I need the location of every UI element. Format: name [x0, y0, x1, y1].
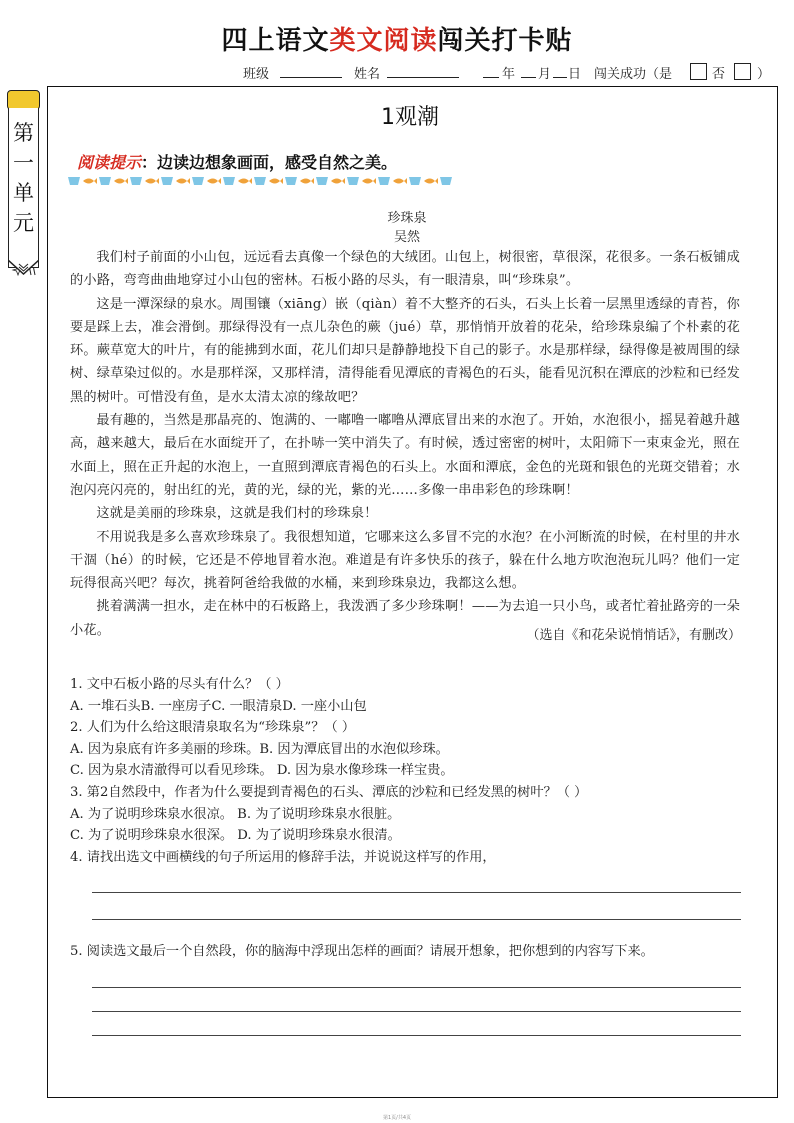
passage-author: 吴然	[393, 230, 420, 245]
question-line: A. 因为泉底有许多美丽的珍珠。B. 因为潭底冒出的水泡似珍珠。	[70, 741, 449, 757]
deco-cup-shape	[192, 177, 204, 185]
worksheet-title	[0, 20, 794, 57]
answer-line-q4[interactable]	[92, 919, 741, 920]
deco-cup-shape	[161, 177, 173, 185]
question-5	[70, 941, 750, 963]
paragraph: 这是一潭深绿的泉水。周围镶（xiāng）嵌（qiàn）着不大整齐的石头，石头上长着一层黑里透绿的青苔，你要是踩上去，准会滑倒。那绿得没有一点儿杂色的蕨（jué）草，那悄悄开放着的花朵，给珍珠泉编了个朴素的花环。蕨草宽大的叶片，有的能拂到水面，花儿们却只是静静地投下自己的影子。水是那样绿，绿得像是被周围的绿树、绿草染过似的。水是那样深，又那样清，清得能看见潭底的青褐色的石头，能看见沉积在潭底的沙粒和已经发黑的树叶。可惜没有鱼，是水太清太凉的缘故吧？	[70, 296, 740, 405]
answer-line-q5[interactable]	[92, 1011, 741, 1012]
question-list	[70, 674, 750, 868]
decorative-border	[66, 175, 466, 187]
deco-cup-shape	[68, 177, 80, 185]
answer-line-q4[interactable]	[92, 892, 741, 893]
question-line: 4. 请找出选文中画横线的句子所运用的修辞手法，并说说这样写的作用，	[70, 849, 496, 865]
reading-tip-text: ：边读边想象画面，感受自然之美。	[141, 153, 398, 172]
deco-cup-shape	[223, 177, 235, 185]
unit-tab-text: 第一单元	[13, 121, 34, 235]
chevron-down-icon	[8, 260, 39, 276]
close-paren: ）	[757, 67, 771, 82]
question-line: 1. 文中石板小路的尽头有什么？（ ）	[70, 677, 289, 692]
passage-title: 珍珠泉	[387, 211, 427, 226]
answer-line-q5[interactable]	[92, 987, 741, 988]
year-label: 年	[502, 67, 516, 82]
deco-fish-shape	[393, 178, 407, 184]
class-label: 班级	[243, 67, 270, 82]
title-prefix: 四上语文	[221, 26, 330, 56]
deco-fish-shape	[238, 178, 252, 184]
deco-fish-shape	[145, 178, 159, 184]
deco-fish-shape	[114, 178, 128, 184]
title-highlight: 类文阅读	[329, 26, 438, 56]
question-line: 5. 阅读选文最后一个自然段，你的脑海中浮现出怎样的画面？请展开想象，把你想到的内容写下来。	[70, 944, 654, 959]
deco-fish-shape	[269, 178, 283, 184]
question-line: A. 一堆石头B. 一座房子C. 一眼清泉D. 一座小山包	[70, 698, 367, 714]
deco-cup-shape	[130, 177, 142, 185]
deco-cup-shape	[316, 177, 328, 185]
deco-cup-shape	[409, 177, 421, 185]
name-label: 姓名	[354, 67, 381, 82]
deco-fish-shape	[424, 178, 438, 184]
answer-line-q5[interactable]	[92, 1035, 741, 1036]
paragraph: 最有趣的，当然是那晶亮的、饱满的、一嘟噜一嘟噜从潭底冒出来的水泡了。开始，水泡很小，摇晃着越升越高，越来越大，最后在水面绽开了，在扑哧一笑中消失了。有时候，透过密密的树叶，太阳筛下一束束金光，照在水面上，照在正升起的水泡上，一直照到潭底青褐色的石头上。水面和潭底，金色的光斑和银色的光斑交错着；水泡闪亮闪亮的，射出红的光，黄的光，绿的光，紫的光……多像一串串彩色的珍珠啊！	[70, 413, 740, 498]
deco-cup-shape	[378, 177, 390, 185]
passage-source: （选自《和花朵说悄悄话》，有删改）	[526, 628, 741, 643]
no-label: 否	[712, 67, 726, 82]
paragraph: 不用说我是多么喜欢珍珠泉了。我很想知道，它哪来这么多冒不完的水泡？在小河断流的时候，在村里的井水干涸（hé）的时候，它还是不停地冒着水泡。难道是有许多快乐的孩子，躲在什么地方吹泡泡玩儿吗？他们一定玩得很高兴吧？每次，挑着阿爸给我做的水桶，来到珍珠泉边，我都这么想。	[70, 529, 740, 592]
deco-fish-shape	[176, 178, 190, 184]
question-line: A. 为了说明珍珠泉水很凉。 B. 为了说明珍珠泉水很脏。	[70, 806, 401, 822]
day-label: 日	[568, 67, 582, 82]
deco-fish-shape	[331, 178, 345, 184]
pass-label: 闯关成功（是	[594, 67, 673, 82]
deco-cup-shape	[254, 177, 266, 185]
deco-cup-shape	[440, 177, 452, 185]
deco-fish-shape	[207, 178, 221, 184]
deco-fish-shape	[362, 178, 376, 184]
reading-tip	[77, 150, 397, 173]
student-info-row	[243, 63, 783, 85]
page-number: 第1页/共4页	[382, 1115, 412, 1121]
deco-cup-shape	[347, 177, 359, 185]
question-line: C. 为了说明珍珠泉水很深。 D. 为了说明珍珠泉水很清。	[70, 828, 401, 844]
paragraph: 挑着满满一担水，走在林中的石板路上，我泼洒了多少珍珠啊！——为去追一只小鸟，或者忙着扯路旁的一朵小花。	[70, 599, 740, 638]
reading-tip-label: 阅读提示	[77, 153, 142, 172]
lesson-title: 1观潮	[381, 105, 439, 130]
passage-body	[70, 246, 740, 642]
deco-fish-shape	[83, 178, 97, 184]
deco-fish-shape	[300, 178, 314, 184]
title-suffix: 闯关打卡贴	[437, 26, 573, 56]
deco-cup-shape	[285, 177, 297, 185]
question-line: 3. 第2自然段中，作者为什么要提到青褐色的石头、潭底的沙粒和已经发黑的树叶？（ ）	[70, 784, 588, 800]
month-label: 月	[538, 67, 552, 82]
paragraph: 我们村子前面的小山包，远远看去真像一个绿色的大绒团。山包上，树很密，草很深，花很多。一条石板铺成的小路，弯弯曲曲地穿过小山包的密林。石板小路的尽头，有一眼清泉，叫“珍珠泉”。	[70, 250, 740, 289]
question-line: 2. 人们为什么给这眼清泉取名为“珍珠泉”？（ ）	[70, 720, 356, 736]
paragraph: 这就是美丽的珍珠泉，这就是我们村的珍珠泉！	[96, 506, 378, 522]
question-line: C. 因为泉水清澈得可以看见珍珠。 D. 因为泉水像珍珠一样宝贵。	[70, 763, 454, 779]
deco-cup-shape	[99, 177, 111, 185]
